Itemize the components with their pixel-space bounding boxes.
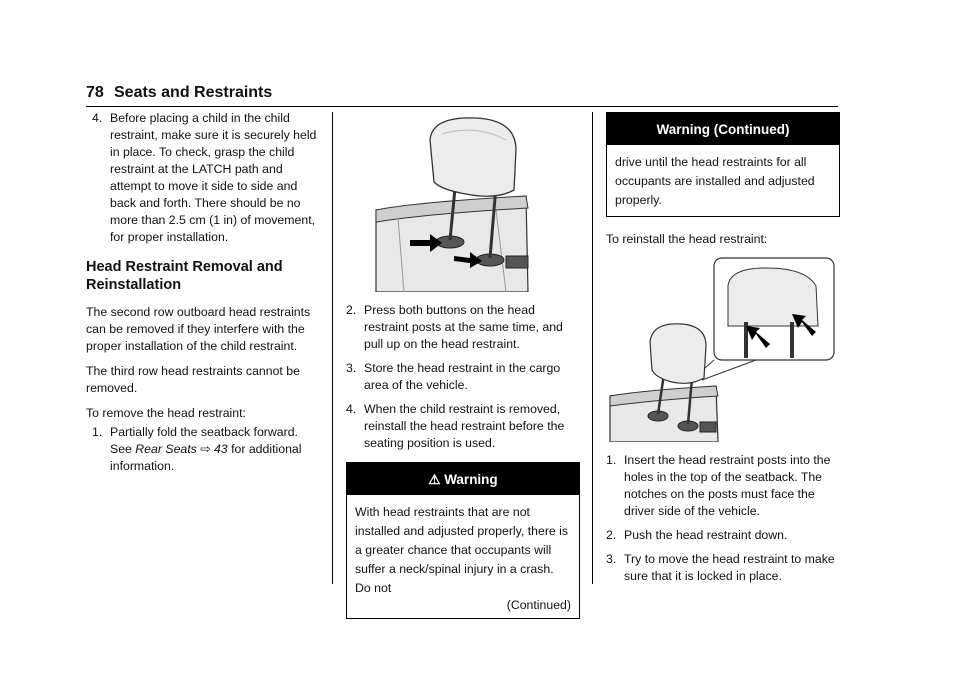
list-item xyxy=(346,401,580,452)
step-text: When the child restraint is removed, reinstall the head restraint before the seating position is used. xyxy=(364,402,565,450)
step-number: 4. xyxy=(92,111,103,125)
head-restraint-install-illustration xyxy=(606,256,840,442)
list-item xyxy=(346,360,580,394)
step-number: 4. xyxy=(346,402,357,416)
step-text-after: for additional information. xyxy=(110,442,302,473)
step-number: 1. xyxy=(92,425,103,439)
step-number: 1. xyxy=(606,453,617,467)
step-number: 3. xyxy=(606,552,617,566)
paragraph: The third row head restraints cannot be removed. xyxy=(86,364,300,395)
list-item xyxy=(606,551,840,585)
warning-header: Warning (Continued) xyxy=(607,113,839,145)
column-divider xyxy=(332,112,333,584)
warning-text: With head restraints that are not installed and adjusted properly, there is a greater chance that occupants will suffer a neck/spinal injury in a crash. Do not xyxy=(355,505,569,595)
column-left xyxy=(86,110,320,482)
reference-page[interactable]: 43 xyxy=(213,442,228,456)
warning-header xyxy=(347,463,579,495)
list-intro: To remove the head restraint: xyxy=(86,406,246,420)
warning-icon: ⚠ xyxy=(428,472,441,487)
warning-body xyxy=(347,495,579,618)
section-title: Seats and Restraints xyxy=(114,84,273,101)
section-heading: Head Restraint Removal and Reinstallation xyxy=(86,259,283,293)
list-item xyxy=(346,302,580,353)
step-text-before: Partially fold the seatback forward. See xyxy=(110,425,298,456)
step-text: Press both buttons on the head restraint posts at the same time, and pull up on the head restraint. xyxy=(364,303,563,351)
list-item xyxy=(92,110,320,246)
list-item xyxy=(606,452,840,520)
step-text: Before placing a child in the child restraint, make sure it is securely held in place. To check, grasp the child restraint at the LATCH path and attempt to move it side to side and back and forth. There should be no more than 2.5 cm (1 in) of movement, for proper installation. xyxy=(110,111,317,244)
column-divider xyxy=(592,112,593,584)
step-text: Try to move the head restraint to make sure that it is locked in place. xyxy=(624,552,835,583)
column-right xyxy=(606,110,840,592)
list-intro: To reinstall the head restraint: xyxy=(606,232,768,246)
list-item xyxy=(606,527,840,544)
paragraph: The second row outboard head restraints can be removed if they interfere with the proper installation of the child restraint. xyxy=(86,305,311,353)
warning-continued: (Continued) xyxy=(506,598,571,612)
head-restraint-removal-illustration xyxy=(346,110,546,292)
warning-body: drive until the head restraints for all occupants are installed and adjusted properly. xyxy=(615,155,815,207)
column-middle xyxy=(346,110,580,619)
warning-box xyxy=(346,462,580,619)
warning-box-continued xyxy=(606,112,840,217)
step-text: Insert the head restraint posts into the holes in the top of the seatback. The notches on the posts must face the driver side of the vehicle. xyxy=(624,453,831,518)
warning-title: Warning xyxy=(444,472,498,487)
step-text: Push the head restraint down. xyxy=(624,528,788,542)
reference-arrow-icon: ⇨ xyxy=(200,442,211,456)
page-number: 78 xyxy=(86,84,104,101)
step-number: 2. xyxy=(606,528,617,542)
page-header xyxy=(86,84,838,107)
list-item xyxy=(92,424,320,475)
step-text: Store the head restraint in the cargo area of the vehicle. xyxy=(364,361,561,392)
step-number: 3. xyxy=(346,361,357,375)
cross-reference-link[interactable]: Rear Seats xyxy=(135,442,197,456)
step-number: 2. xyxy=(346,303,357,317)
